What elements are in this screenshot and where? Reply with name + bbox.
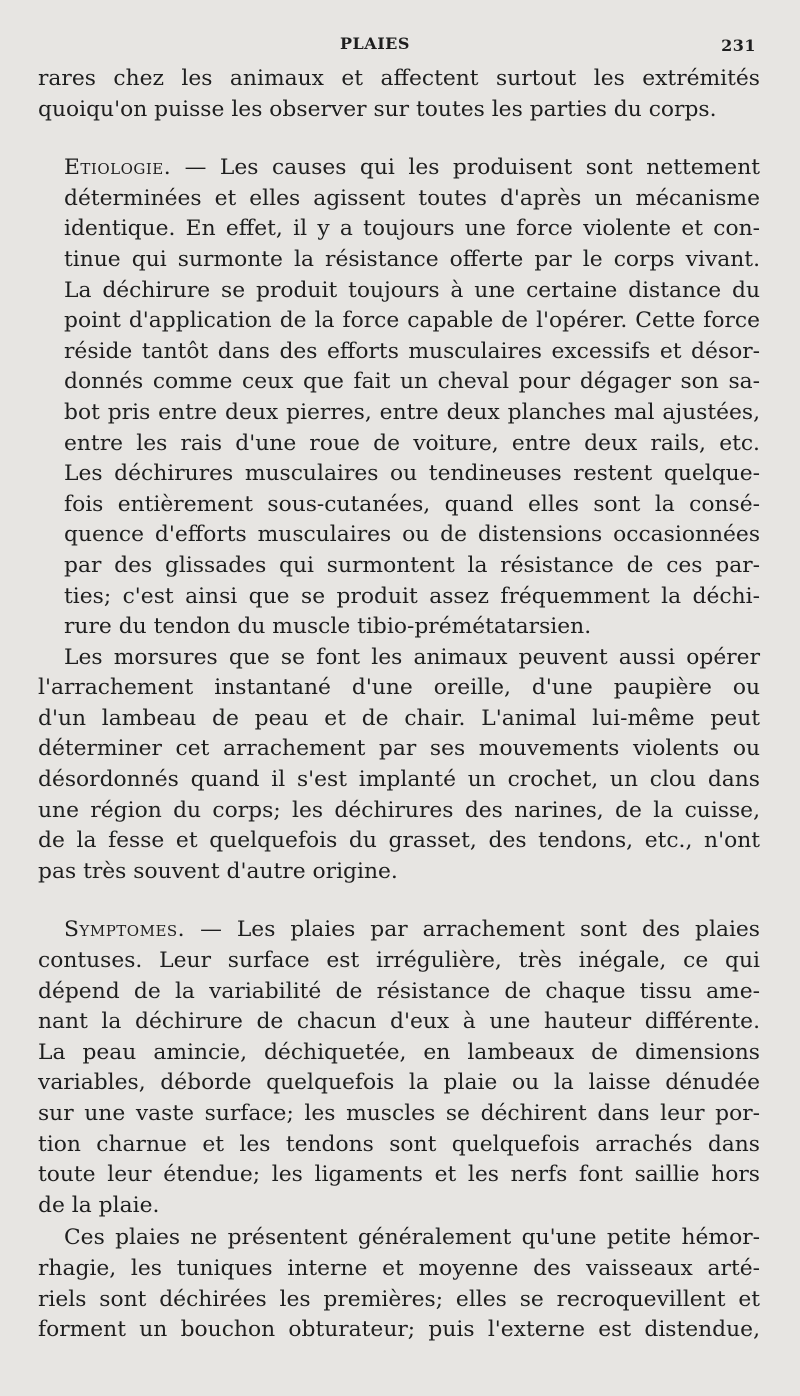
text-line: rhagie, les tuniques interne et moyenne des vaisseaux arté-	[38, 1255, 760, 1281]
text-line: par des glissades qui surmontent la résistance de ces par-	[64, 552, 760, 578]
text-line: variables, déborde quelquefois la plaie ou la laisse dénudée	[38, 1070, 760, 1096]
running-title: PLAIES	[340, 34, 410, 53]
text-line: fois entièrement sous-cutanées, quand elles sont la consé-	[64, 491, 760, 517]
text-line: Les morsures que se font les animaux peuvent aussi opérer	[64, 644, 760, 670]
text-line: La peau amincie, déchiquetée, en lambeaux de dimensions	[38, 1039, 760, 1065]
text-line: — Les causes qui les produisent sont nettement	[171, 155, 760, 181]
text-line: bot pris entre deux pierres, entre deux planches mal ajustées,	[64, 399, 760, 425]
text-line: réside tantôt dans des efforts musculaires excessifs et désor-	[64, 338, 760, 364]
text-line: de la fesse et quelquefois du grasset, des tendons, etc., n'ont	[38, 828, 760, 854]
paragraph-hemorrhagie	[38, 1223, 760, 1345]
text-line: toute leur étendue; les ligaments et les nerfs font saillie hors	[38, 1162, 760, 1188]
text-line: tinue qui surmonte la résistance offerte par le corps vivant.	[64, 246, 760, 272]
text-line: La déchirure se produit toujours à une certaine distance du	[64, 277, 760, 303]
text-line: une région du corps; les déchirures des narines, de la cuisse,	[38, 797, 760, 823]
paragraph-morsures	[38, 643, 760, 888]
text-line: déterminées et elles agissent toutes d'après un mécanisme	[64, 185, 760, 211]
text-line: Les déchirures musculaires ou tendineuses restent quelque-	[64, 461, 760, 487]
text-line: riels sont déchirées les premières; elles se recroquevillent et	[38, 1286, 760, 1312]
text-line: contuses. Leur surface est irrégulière, très inégale, ce qui	[38, 948, 760, 974]
text-line: désordonnés quand il s'est implanté un crochet, un clou dans	[38, 767, 760, 793]
paragraph-symptomes	[38, 915, 760, 1221]
text-line: point d'application de la force capable de l'opérer. Cette force	[64, 308, 760, 334]
text-line: pas très souvent d'autre origine.	[38, 858, 398, 884]
section-heading-symptomes: Symptomes.	[64, 917, 186, 943]
text-line: de la plaie.	[38, 1192, 160, 1218]
text-line: dépend de la variabilité de résistance de chaque tissu ame-	[38, 978, 760, 1004]
text-line: rure du tendon du muscle tibio-prémétatarsien.	[64, 614, 592, 640]
page-header	[38, 32, 760, 64]
text-line: tion charnue et les tendons sont quelquefois arrachés dans	[38, 1131, 760, 1157]
text-line: rares chez les animaux et affectent surtout les extrémités	[38, 66, 760, 91]
page-number: 231	[721, 36, 756, 55]
text-line: nant la déchirure de chacun d'eux à une hauteur différente.	[38, 1009, 760, 1035]
text-line: donnés comme ceux que fait un cheval pour dégager son sa-	[64, 369, 760, 395]
text-line: entre les rais d'une roue de voiture, entre deux rails, etc.	[64, 430, 760, 456]
text-line: — Les plaies par arrachement sont des plaies	[185, 917, 760, 943]
text-line: forment un bouchon obturateur; puis l'externe est distendue,	[38, 1317, 760, 1343]
text-line: ties; c'est ainsi que se produit assez fréquemment la déchi-	[64, 583, 760, 609]
text-line: sur une vaste surface; les muscles se déchirent dans leur por-	[38, 1101, 760, 1126]
paragraph-continuation	[38, 64, 760, 125]
text-line: l'arrachement instantané d'une oreille, d'une paupière ou	[38, 675, 760, 701]
text-line: quoiqu'on puisse les observer sur toutes les parties du corps.	[38, 96, 717, 122]
text-line: d'un lambeau de peau et de chair. L'animal lui-même peut	[38, 705, 760, 731]
paragraph-etiologie	[38, 153, 760, 643]
section-heading-etiologie: Etiologie.	[64, 155, 172, 181]
text-line: identique. En effet, il y a toujours une force violente et con-	[64, 216, 760, 242]
text-line: quence d'efforts musculaires ou de distensions occasionnées	[64, 522, 760, 548]
text-line: déterminer cet arrachement par ses mouvements violents ou	[38, 736, 760, 762]
body-text	[38, 64, 760, 1346]
text-line: Ces plaies ne présentent généralement qu'une petite hémor-	[64, 1225, 760, 1251]
